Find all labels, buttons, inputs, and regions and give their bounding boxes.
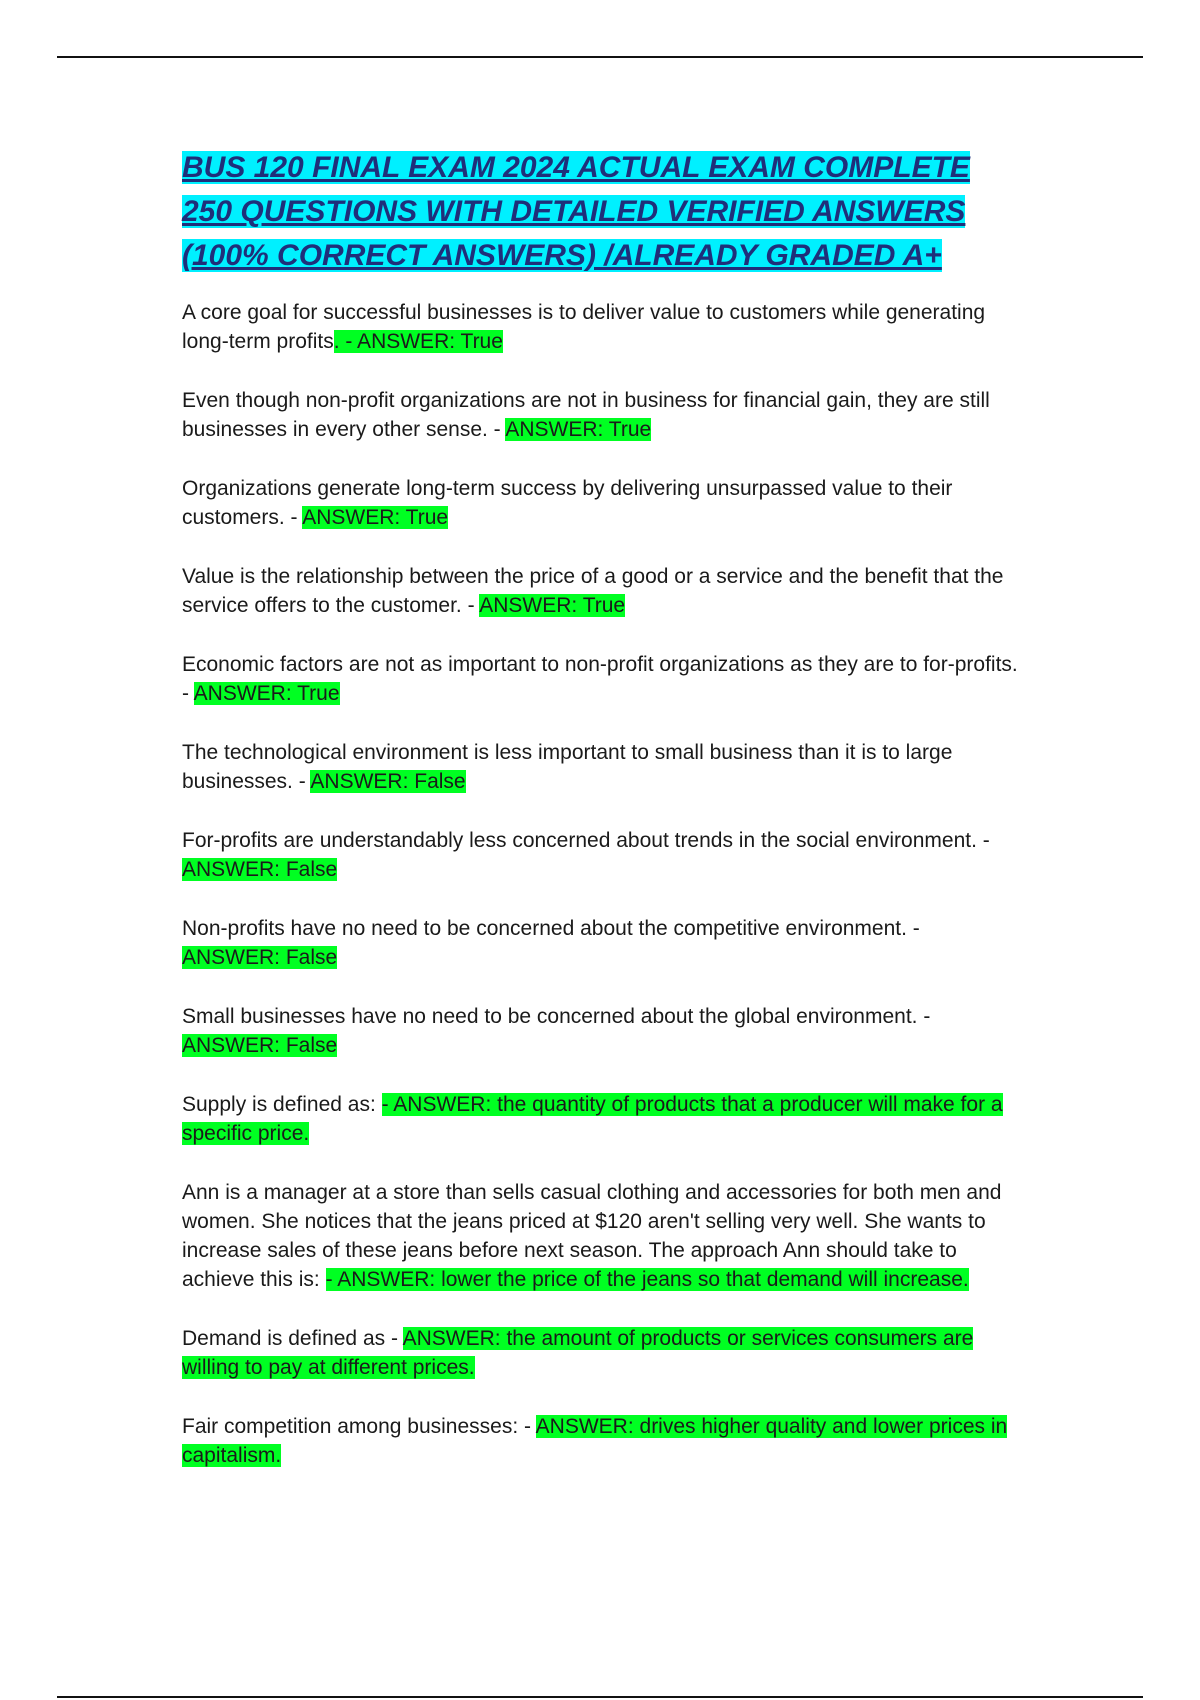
question-text: Ann is a manager at a store than sells casual clothing and accessories for both men and women. She notices that the jeans priced at $120 aren't selling very well. She wants to increase sales of these jeans before next season. The approach Ann should take to achieve this is: <box>182 1181 1002 1291</box>
answer-highlight: ANSWER: True <box>302 506 449 529</box>
answer-highlight: - ANSWER: the quantity of products that a producer will make for a specific price. <box>182 1093 1003 1145</box>
qa-item <box>182 826 1022 884</box>
qa-item <box>182 1324 1022 1382</box>
qa-item <box>182 298 1022 356</box>
question-text: Small businesses have no need to be concerned about the global environment. - <box>182 1005 931 1028</box>
answer-highlight: - ANSWER: lower the price of the jeans so that demand will increase. <box>325 1268 969 1291</box>
answer-highlight: ANSWER: drives higher quality and lower prices in capitalism. <box>182 1415 1008 1467</box>
question-text: Economic factors are not as important to non-profit organizations as they are to for-profits. - <box>182 653 1018 705</box>
qa-item <box>182 1090 1022 1148</box>
document-body <box>182 146 1022 1500</box>
qa-item <box>182 738 1022 796</box>
header-rule <box>57 56 1143 58</box>
title-highlight: BUS 120 FINAL EXAM 2024 ACTUAL EXAM COMPLETE 250 QUESTIONS WITH DETAILED VERIFIED ANSWERS (100% CORRECT ANSWERS) /ALREADY GRADED A+ <box>182 151 970 272</box>
answer-highlight: ANSWER: False <box>310 770 466 793</box>
answer-highlight: ANSWER: True <box>193 682 340 705</box>
question-text: Fair competition among businesses: - <box>182 1415 536 1438</box>
qa-item <box>182 1412 1022 1470</box>
answer-highlight: . - ANSWER: True <box>333 330 503 353</box>
qa-item <box>182 650 1022 708</box>
document-title <box>182 146 1022 278</box>
question-text: Value is the relationship between the price of a good or a service and the benefit that the service offers to the customer. - <box>182 565 1004 617</box>
answer-highlight: ANSWER: False <box>182 1034 338 1057</box>
answer-highlight: ANSWER: the amount of products or services consumers are willing to pay at different prices. <box>182 1327 974 1379</box>
qa-item <box>182 914 1022 972</box>
qa-item <box>182 562 1022 620</box>
question-text: Even though non-profit organizations are not in business for financial gain, they are still businesses in every other sense. - <box>182 389 990 441</box>
question-text: Non-profits have no need to be concerned about the competitive environment. - <box>182 917 920 940</box>
qa-item <box>182 1002 1022 1060</box>
answer-highlight: ANSWER: True <box>505 418 652 441</box>
answer-highlight: ANSWER: False <box>182 858 338 881</box>
question-text: The technological environment is less important to small business than it is to large businesses. - <box>182 741 953 793</box>
question-text: For-profits are understandably less concerned about trends in the social environment. - <box>182 829 990 852</box>
answer-highlight: ANSWER: True <box>479 594 626 617</box>
answer-highlight: ANSWER: False <box>182 946 338 969</box>
qa-item <box>182 1178 1022 1294</box>
question-text: Organizations generate long-term success by delivering unsurpassed value to their customers. - <box>182 477 953 529</box>
question-text: Supply is defined as: <box>182 1093 382 1116</box>
qa-item <box>182 474 1022 532</box>
qa-item <box>182 386 1022 444</box>
question-text: A core goal for successful businesses is to deliver value to customers while generating long-term profits <box>182 301 986 353</box>
footer-rule <box>57 1696 1143 1698</box>
question-text: Demand is defined as - <box>182 1327 403 1350</box>
